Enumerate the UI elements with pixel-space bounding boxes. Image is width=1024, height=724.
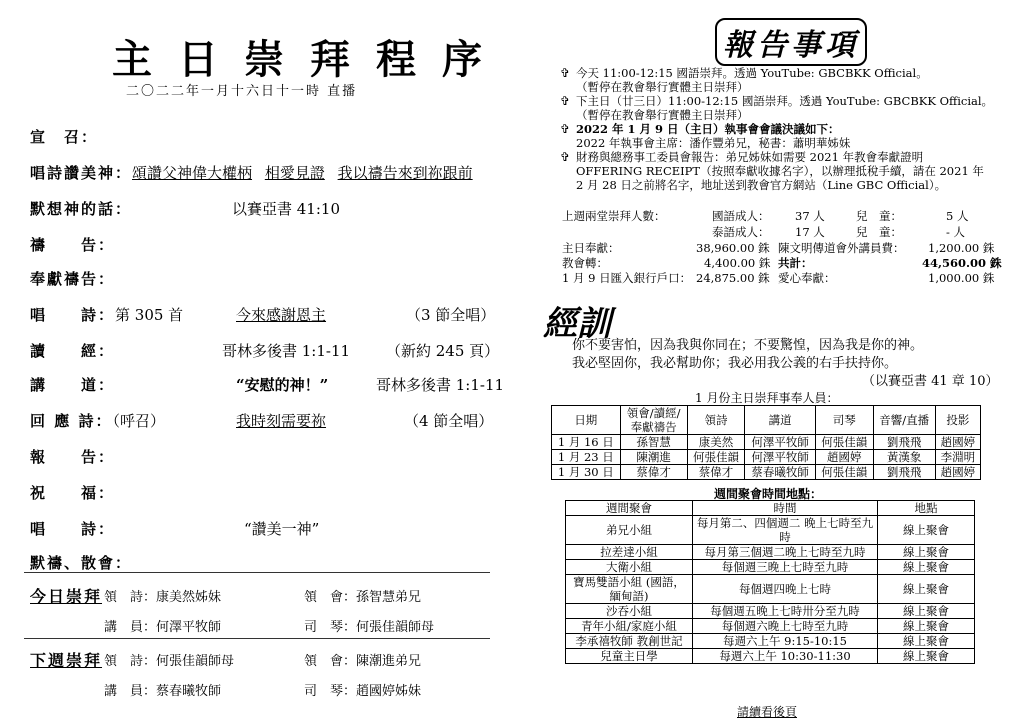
table-cell: 孫智慧 (620, 435, 687, 450)
groups-table (565, 500, 975, 664)
mandarin-adult-count: 37 人 (795, 209, 825, 223)
today-pianist: 司 琴：何張佳韻師母 (304, 620, 435, 635)
today-speaker: 講 員：何澤平牧師 (104, 620, 222, 635)
page-title: 主日崇拜程序 (112, 36, 508, 83)
column-header: 領會/讀經/奉獻禱告 (620, 406, 687, 435)
announcement-item (560, 94, 1000, 122)
column-header: 投影 (935, 406, 980, 435)
sunday-offering-label: 主日奉獻： (562, 241, 620, 255)
scripture-ref: （以賽亞書 41 章 10） (862, 374, 999, 389)
cross-icon: ✞ (560, 122, 571, 136)
announcement-line: 下主日（廿三日）11:00-12:15 國語崇拜。透過 YouTube: GBCBKK Official。 (576, 94, 994, 108)
table-cell: 蔡偉才 (620, 465, 687, 480)
bank-deposit-label: 1 月 9 日匯入銀行戶口： (562, 271, 692, 285)
announcement-item (560, 66, 1000, 94)
announcement-line: 2022 年 1 月 9 日（主日）執事會會議決議如下： (576, 122, 840, 136)
total-label: 共計： (778, 256, 813, 270)
table-cell: 趙國婷 (935, 465, 980, 480)
announcement-item (560, 122, 1000, 150)
table-cell: 何澤平牧師 (745, 435, 815, 450)
love-offering-value: 1,000.00 銖 (928, 271, 995, 285)
reading-note: （新約 245 頁） (386, 342, 500, 360)
announcement-line: 今天 11:00-12:15 國語崇拜。透過 YouTube: GBCBKK Official。 (576, 66, 928, 80)
announcements-title: 報告事項 (715, 18, 867, 66)
lecturer-fee-label: 陳文明傳道會外講員費： (778, 241, 905, 255)
table-row (566, 619, 975, 634)
column-header: 地點 (878, 501, 975, 516)
cross-icon: ✞ (560, 66, 571, 80)
table-cell: 線上聚會 (878, 634, 975, 649)
column-header: 講道 (745, 406, 815, 435)
table-cell: 康美然 (687, 435, 745, 450)
sing1-note: （3 節全唱） (406, 306, 496, 324)
column-header: 司琴 (815, 406, 873, 435)
table-cell: 線上聚會 (878, 516, 975, 545)
sermon-label: 講 道： (30, 376, 116, 394)
announcement-line: 2 月 28 日之前將名字，地址送到教會官方網站（Line GBC Official）。 (576, 178, 947, 192)
table-cell: 陳潮進 (620, 450, 687, 465)
announcement-line: 2022 年執事會主席：潘作豐弟兄，秘書：蕭明華姊妹 (576, 136, 851, 150)
continue-note: 請續看後頁 (737, 705, 798, 719)
table-row (566, 649, 975, 664)
reading-label: 讀 經： (30, 342, 116, 360)
meditation-ref: 以賽亞書 41:10 (232, 200, 340, 218)
blessing-label: 祝 福： (30, 484, 116, 502)
table-cell: 每個週三晚上七時至九時 (693, 560, 878, 575)
column-header: 日期 (552, 406, 621, 435)
table-cell: 弟兄小組 (566, 516, 693, 545)
hymn-1: 頌讚父神偉大權柄 (132, 164, 253, 182)
cross-icon: ✞ (560, 150, 571, 164)
divider (24, 638, 490, 639)
announcement-line: OFFERING RECEIPT（按照奉獻收據名字），以辦理抵稅手續，請在 2021 年 (576, 164, 984, 178)
sermon-title: “安慰的神！” (236, 376, 329, 394)
table-row (566, 545, 975, 560)
child2-label: 兒 童： (856, 225, 902, 239)
table-cell: 1 月 30 日 (552, 465, 621, 480)
table-cell: 兒童主日學 (566, 649, 693, 664)
table-cell: 每週六上午 9:15-10:15 (693, 634, 878, 649)
announcement-line: 財務與總務事工委員會報告：弟兄姊妹如需要 2021 年教會奉獻證明 (576, 150, 924, 164)
table-header-row (566, 501, 975, 516)
announcement-item (560, 150, 1000, 192)
bank-deposit-value: 24,875.00 銖 (696, 271, 770, 285)
table-cell: 線上聚會 (878, 545, 975, 560)
service-datetime: 二〇二二年一月十六日十一時 直播 (126, 84, 358, 99)
hymn-3: 我以禱告來到祢跟前 (337, 164, 473, 182)
table-cell: 黃漢象 (873, 450, 935, 465)
table-row (566, 516, 975, 545)
mandarin-adult-label: 國語成人： (712, 209, 770, 223)
next-pianist: 司 琴：趙國婷姊妹 (304, 684, 422, 699)
next-lead-hymn: 領 詩：何張佳韻師母 (104, 654, 235, 669)
table-cell: 線上聚會 (878, 560, 975, 575)
scripture-title: 經訓 (543, 304, 611, 344)
roster-table (551, 405, 981, 480)
thai-adult-label: 泰語成人： (712, 225, 770, 239)
groups-title: 週間聚會時間地點： (714, 487, 823, 501)
table-cell: 趙國婷 (815, 450, 873, 465)
announcement-line: （暫停在教會舉行實體主日崇拜） (576, 80, 749, 94)
announcement-line: （暫停在教會舉行實體主日崇拜） (576, 108, 749, 122)
meditation-label: 默想神的話： (30, 200, 133, 218)
table-cell: 沙吞小組 (566, 604, 693, 619)
sermon-ref: 哥林多後書 1:1-11 (376, 376, 505, 394)
table-row (552, 465, 981, 480)
thai-adult-count: 17 人 (795, 225, 825, 239)
table-header-row (552, 406, 981, 435)
table-row (552, 450, 981, 465)
sing1-number: 第 305 首 (115, 306, 184, 324)
table-cell: 拉差達小組 (566, 545, 693, 560)
silent-prayer-label: 默禱、散會： (30, 554, 133, 572)
roster-title: 1 月份主日崇拜事奉人員： (695, 391, 839, 405)
today-lead-hymn: 領 詩：康美然姊妹 (104, 590, 222, 605)
today-lead-meeting: 領 會：孫智慧弟兄 (304, 590, 422, 605)
scripture-line: 你不要害怕，因為我與你同在；不要驚惶，因為我是你的神。 (572, 338, 924, 353)
love-offering-label: 愛心奉獻： (778, 271, 836, 285)
response-note: （呼召） (112, 412, 165, 430)
child1-count: 5 人 (946, 209, 969, 223)
response-verses: （4 節全唱） (404, 412, 494, 430)
report-label: 報 告： (30, 448, 116, 466)
column-header: 音響/直播 (873, 406, 935, 435)
table-cell: 何張佳韻 (815, 435, 873, 450)
table-cell: 何張佳韻 (687, 450, 745, 465)
table-cell: 每月第三個週二晚上七時至九時 (693, 545, 878, 560)
offering-prayer-label: 奉獻禱告： (30, 270, 116, 288)
child2-count: - 人 (946, 225, 966, 239)
table-cell: 蔡春曦牧師 (745, 465, 815, 480)
hymn-2: 相愛見證 (264, 164, 325, 182)
child1-label: 兒 童： (856, 209, 902, 223)
sing1-row (30, 304, 183, 325)
table-row (566, 634, 975, 649)
sing1-label: 唱 詩： (30, 306, 116, 324)
table-cell: 線上聚會 (878, 619, 975, 634)
table-cell: 1 月 16 日 (552, 435, 621, 450)
scripture-line: 我必堅固你，我必幫助你；我必用我公義的右手扶持你。 (572, 356, 898, 371)
column-header: 領詩 (687, 406, 745, 435)
reading-ref: 哥林多後書 1:1-11 (222, 342, 351, 360)
cross-icon: ✞ (560, 94, 571, 108)
table-cell: 趙國婷 (935, 435, 980, 450)
table-cell: 每個週六晚上七時至九時 (693, 619, 878, 634)
table-cell: 每週六上午 10:30-11:30 (693, 649, 878, 664)
sing2-label: 唱 詩： (30, 520, 116, 538)
table-cell: 李淵明 (935, 450, 980, 465)
table-cell: 線上聚會 (878, 604, 975, 619)
announcements-list (560, 66, 1000, 192)
table-row (552, 435, 981, 450)
table-cell: 線上聚會 (878, 575, 975, 604)
attendance-label: 上週兩堂崇拜人數： (562, 209, 666, 223)
table-cell: 每個週四晚上七時 (693, 575, 878, 604)
table-cell: 青年小組/家庭小組 (566, 619, 693, 634)
divider (24, 572, 490, 573)
table-cell: 每月第二、四個週二 晚上七時至九時 (693, 516, 878, 545)
transfer-value: 4,400.00 銖 (704, 256, 771, 270)
response-row (30, 410, 165, 431)
today-service-label: 今日崇拜 (30, 587, 103, 606)
table-row (566, 575, 975, 604)
table-cell: 寶馬雙語小組 (國語，緬甸語) (566, 575, 693, 604)
table-cell: 蔡偉才 (687, 465, 745, 480)
sing2-title: “讚美一神” (244, 520, 320, 538)
table-cell: 何張佳韻 (815, 465, 873, 480)
table-cell: 劉飛飛 (873, 435, 935, 450)
lecturer-fee-value: 1,200.00 銖 (928, 241, 995, 255)
response-title: 我時刻需要祢 (236, 412, 327, 430)
table-row (566, 604, 975, 619)
transfer-label: 教會轉： (562, 256, 608, 270)
hymn-label: 唱詩讚美神： (30, 164, 133, 182)
next-speaker: 講 員：蔡春曦牧師 (104, 684, 222, 699)
next-service-label: 下週崇拜 (30, 651, 103, 670)
hymn-row (30, 162, 473, 183)
table-row (566, 560, 975, 575)
total-value: 44,560.00 銖 (922, 256, 1002, 270)
sunday-offering-value: 38,960.00 銖 (696, 241, 770, 255)
table-cell: 線上聚會 (878, 649, 975, 664)
table-cell: 李承禧牧師 教創世記 (566, 634, 693, 649)
table-cell: 何澤平牧師 (745, 450, 815, 465)
column-header: 時間 (693, 501, 878, 516)
sing1-title: 今來感謝恩主 (236, 306, 327, 324)
table-cell: 1 月 23 日 (552, 450, 621, 465)
response-label: 回 應 詩： (30, 412, 113, 430)
next-lead-meeting: 領 會：陳潮進弟兄 (304, 654, 422, 669)
table-cell: 每個週五晚上七時卅分至九時 (693, 604, 878, 619)
prayer-label: 禱 告： (30, 236, 116, 254)
column-header: 週間聚會 (566, 501, 693, 516)
table-cell: 劉飛飛 (873, 465, 935, 480)
table-cell: 大衛小組 (566, 560, 693, 575)
call-to-worship-label: 宣 召： (30, 128, 99, 146)
